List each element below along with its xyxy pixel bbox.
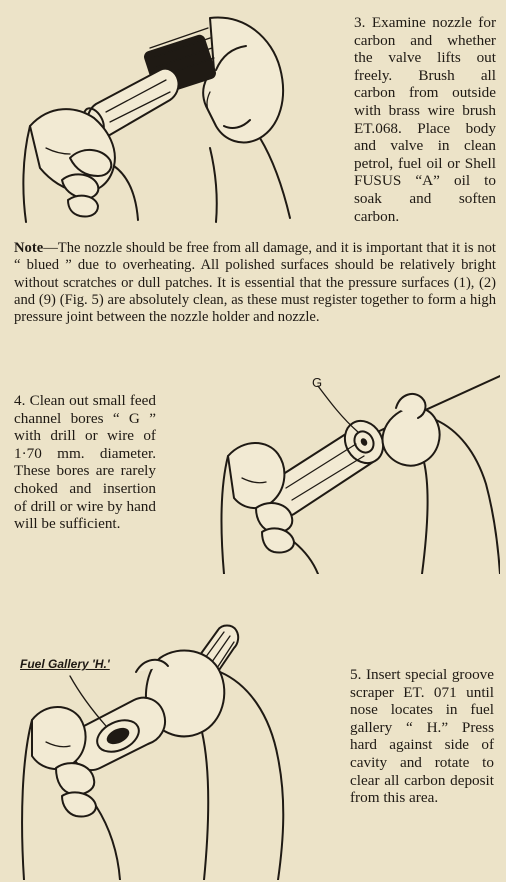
- step-4-number: 4.: [14, 392, 26, 409]
- callout-g-label: G: [312, 375, 323, 390]
- step-3-text: [354, 14, 496, 225]
- illustration-feed-channel: [214, 368, 500, 574]
- step-4-body: Clean out small feed channel bores “ G ” with drill or wire of 1·70 mm. diameter. These bores are rarely choked and insertion of drill or wire by hand will be sufficient.: [14, 392, 156, 533]
- step-5-number: 5.: [350, 666, 362, 683]
- note-body: —The nozzle should be free from all damage, and it is important that it is not “ blued ” due to overheating. All polished surfaces should be relatively bright without scratches or dull patches. It is essential that the pressure surfaces (1), (2) and (9) (Fig. 5) are absolutely clean, as these must register together to form a high pressure joint between the nozzle holder and nozzle.: [14, 240, 496, 326]
- step-4-text: [14, 392, 156, 533]
- brush-hand-drawing: [10, 8, 340, 230]
- illustration-brushing-nozzle: [10, 8, 340, 230]
- drill-hand-drawing: [214, 368, 500, 574]
- callout-h-label: Fuel Gallery 'H.': [20, 657, 110, 671]
- step-5-text: [350, 666, 494, 807]
- note-paragraph: [14, 240, 496, 326]
- note-label: Note: [14, 240, 44, 256]
- step-3-body: Examine nozzle for carbon and whether the valve lifts out freely. Brush all carbon from outside with brass wire brush ET.068. Place body and valve in clean petrol, fuel oil or Shell FUSUS “A” oil to soak and soften carbon.: [354, 14, 497, 225]
- step-5-body: Insert special groove scraper ET. 071 until nose locates in fuel gallery “ H.” Press hard against side of cavity and rotate to clear all carbon deposit from this area.: [350, 666, 494, 807]
- step-3-number: 3.: [354, 14, 366, 31]
